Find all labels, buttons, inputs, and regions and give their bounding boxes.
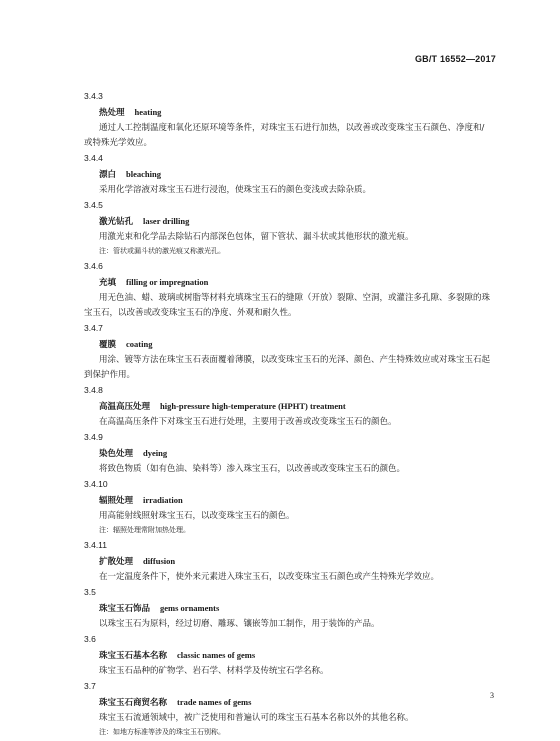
term-english: heating [134, 107, 162, 117]
term-definition: 用无色油、蜡、玻璃或树脂等材料充填珠宝玉石的缝隙（开放）裂隙、空洞，或灌注多孔隙、多裂隙的珠宝玉石，以改善或改变珠宝玉石的净度、外观和耐久性。 [84, 293, 491, 318]
term-chinese: 珠宝玉石饰品 [99, 604, 151, 614]
term-definition: 珠宝玉石品种的矿物学、岩石学、材料学及传统宝石学名称。 [99, 666, 329, 676]
term-definition: 在高温高压条件下对珠宝玉石进行处理，主要用于改善或改变珠宝玉石的颜色。 [99, 417, 397, 427]
term-heading [84, 400, 492, 413]
term-heading [84, 106, 492, 119]
term-english: irradiation [143, 495, 183, 505]
clause-number: 3.4.4 [84, 153, 103, 163]
term-heading [84, 696, 492, 709]
term-heading [84, 215, 492, 228]
term-entry [84, 90, 492, 151]
term-chinese: 染色处理 [99, 449, 134, 459]
clause-number: 3.5 [84, 587, 96, 597]
term-note: 注：管状或漏斗状的激光痕又称激光孔。 [99, 247, 225, 255]
term-chinese: 热处理 [99, 108, 125, 118]
term-chinese: 覆膜 [99, 340, 117, 350]
term-chinese: 珠宝玉石商贸名称 [99, 698, 168, 708]
term-entry [84, 199, 492, 257]
term-chinese: 辐照处理 [99, 496, 134, 506]
clause-number: 3.4.7 [84, 323, 103, 333]
term-english: high-pressure high-temperature (HPHT) treatment [160, 401, 346, 411]
entries-list [84, 90, 492, 738]
term-note: 注：如地方标准等涉及的珠宝玉石别称。 [99, 728, 225, 736]
clause-number: 3.4.10 [84, 479, 108, 489]
standard-code-header: GB/T 16552—2017 [414, 54, 496, 64]
term-chinese: 充填 [99, 278, 117, 288]
term-english: dyeing [143, 448, 168, 458]
term-definition: 将致色物质（如有色油、染料等）渗入珠宝玉石，以改善或改变珠宝玉石的颜色。 [99, 464, 406, 474]
clause-number: 3.4.11 [84, 540, 108, 550]
term-chinese: 漂白 [99, 170, 117, 180]
clause-number: 3.4.3 [84, 91, 103, 101]
term-english: bleaching [126, 169, 161, 179]
term-english: gems ornaments [160, 603, 220, 613]
term-english: filling or impregnation [126, 277, 209, 287]
term-definition: 以珠宝玉石为原料，经过切磨、雕琢、镶嵌等加工制作，用于装饰的产品。 [99, 619, 380, 629]
clause-number: 3.4.5 [84, 200, 103, 210]
term-entry [84, 260, 492, 321]
term-entry [84, 539, 492, 585]
term-heading [84, 602, 492, 615]
term-heading [84, 447, 492, 460]
document-body [84, 90, 492, 741]
term-heading [84, 649, 492, 662]
term-entry [84, 633, 492, 679]
clause-number: 3.4.8 [84, 385, 103, 395]
clause-number: 3.4.6 [84, 261, 103, 271]
term-english: diffusion [143, 556, 176, 566]
term-english: coating [126, 339, 153, 349]
term-chinese: 珠宝玉石基本名称 [99, 651, 168, 661]
term-heading [84, 168, 492, 181]
term-heading [84, 338, 492, 351]
clause-number: 3.6 [84, 634, 96, 644]
term-heading [84, 555, 492, 568]
term-heading [84, 276, 492, 289]
term-heading [84, 494, 492, 507]
term-english: trade names of gems [177, 697, 252, 707]
term-english: classic names of gems [177, 650, 256, 660]
term-entry [84, 586, 492, 632]
term-english: laser drilling [143, 216, 190, 226]
term-note: 注：辐照处理常附加热处理。 [99, 526, 190, 534]
term-definition: 通过人工控制温度和氧化还原环境等条件，对珠宝玉石进行加热，以改善或改变珠宝玉石颜色、净度和/或特殊光学效应。 [84, 123, 485, 148]
clause-number: 3.7 [84, 681, 96, 691]
term-chinese: 高温高压处理 [99, 402, 151, 412]
term-definition: 珠宝玉石流通领域中，被广泛使用和普遍认可的珠宝玉石基本名称以外的其他名称。 [99, 713, 414, 723]
term-entry [84, 478, 492, 536]
term-entry [84, 384, 492, 430]
term-chinese: 激光钻孔 [99, 217, 134, 227]
term-chinese: 扩散处理 [99, 557, 134, 567]
term-entry [84, 680, 492, 738]
term-definition: 用激光束和化学品去除钻石内部深色包体，留下管状、漏斗状或其他形状的激光痕。 [99, 232, 414, 242]
clause-number: 3.4.9 [84, 432, 103, 442]
term-entry [84, 322, 492, 383]
term-definition: 用涂、镀等方法在珠宝玉石表面覆着薄膜，以改变珠宝玉石的光泽、颜色、产生特殊效应或对珠宝玉石起到保护作用。 [84, 355, 491, 380]
term-definition: 在一定温度条件下，使外来元素进入珠宝玉石，以改变珠宝玉石颜色或产生特殊光学效应。 [99, 572, 440, 582]
term-entry [84, 152, 492, 198]
term-definition: 用高能射线照射珠宝玉石，以改变珠宝玉石的颜色。 [99, 511, 295, 521]
page-number: 3 [490, 691, 494, 700]
term-definition: 采用化学溶液对珠宝玉石进行浸泡，使珠宝玉石的颜色变浅或去除杂质。 [99, 185, 372, 195]
term-entry [84, 431, 492, 477]
